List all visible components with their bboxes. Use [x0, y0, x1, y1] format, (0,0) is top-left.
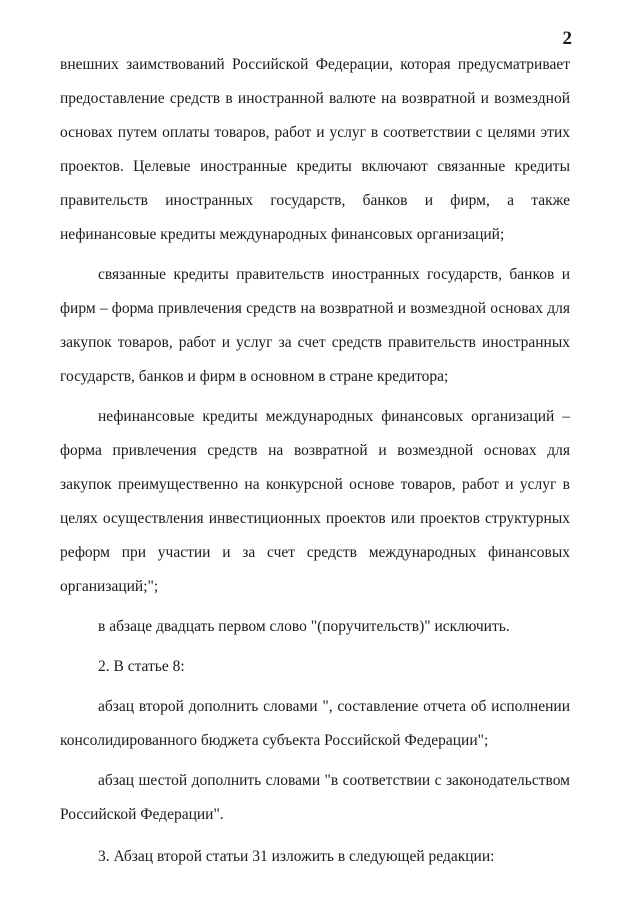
page-number: 2	[562, 28, 572, 49]
paragraph-amend-second-para: абзац второй дополнить словами ", составление отчета об исполнении консолидированного бюджета субъекта Российской Федерации";	[60, 698, 570, 749]
paragraph-article-31-heading: 3. Абзац второй статьи 31 изложить в следующей редакции:	[98, 848, 495, 865]
paragraph-article-8-heading: 2. В статье 8:	[98, 658, 185, 675]
paragraph-nonfinancial-credits: нефинансовые кредиты международных финансовых организаций – форма привлечения средств на возвратной и возмездной основах для закупок преимущественно на конкурсной основе товаров, работ и услуг в целях осуществления инвестиционных проектов или проектов структурных реформ при участии и за счет средств международных финансовых организаций;";	[60, 408, 570, 595]
document-body	[60, 48, 570, 880]
paragraph-exclude-word: в абзаце двадцать первом слово "(поручительств)" исключить.	[98, 618, 510, 635]
paragraph-amend-sixth-para: абзац шестой дополнить словами "в соответствии с законодательством Российской Федерации".	[60, 772, 570, 823]
paragraph-external-borrowings: внешних заимствований Российской Федерации, которая предусматривает предоставление средств в иностранной валюте на возвратной и возмездной основах путем оплаты товаров, работ и услуг в соответствии с целями этих проектов. Целевые иностранные кредиты включают связанные кредиты правительств иностранных государств, банков и фирм, а также нефинансовые кредиты международных финансовых организаций;	[60, 56, 570, 243]
paragraph-tied-credits: связанные кредиты правительств иностранных государств, банков и фирм – форма привлечения средств на возвратной и возмездной основах для закупок товаров, работ и услуг за счет средств правительств иностранных государств, банков и фирм в основном в стране кредитора;	[60, 266, 570, 385]
